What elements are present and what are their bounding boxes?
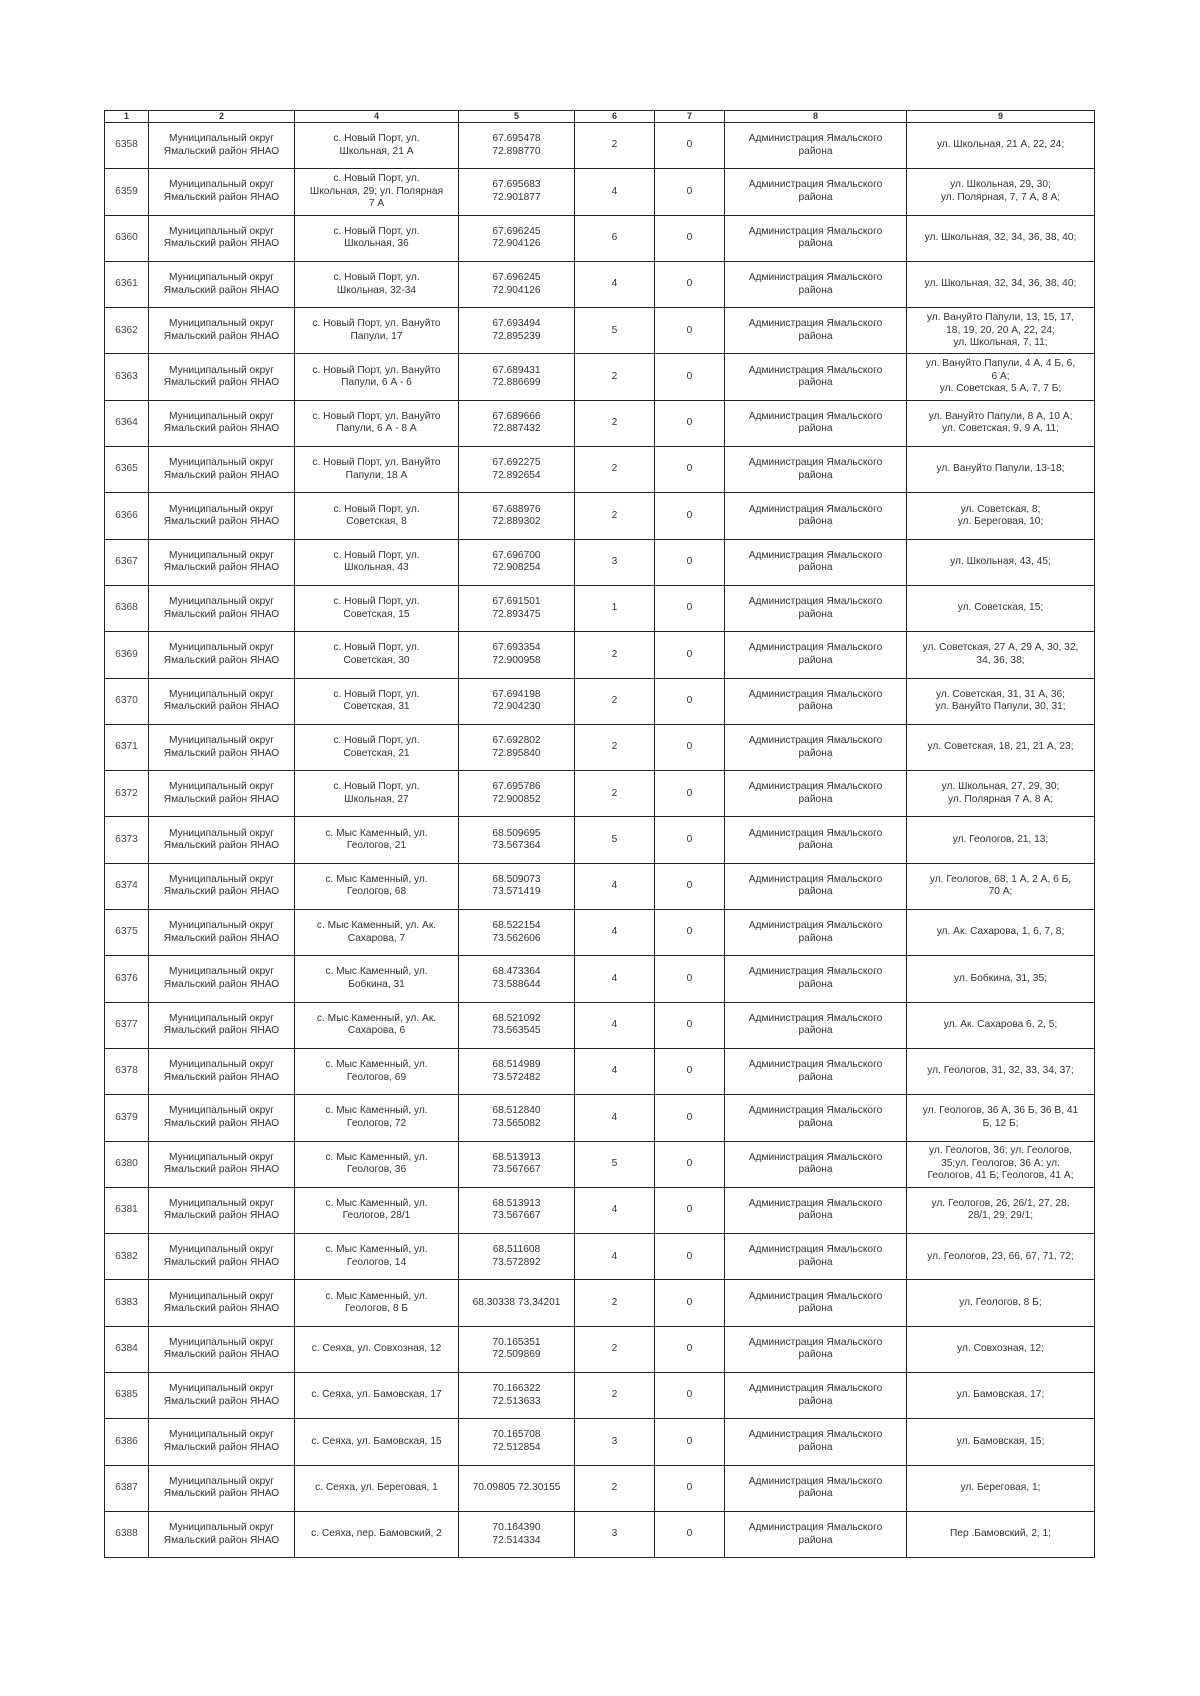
- row-id-cell: 6381: [105, 1187, 149, 1233]
- administration-cell: Администрация Ямальского района: [725, 1326, 907, 1372]
- zero-cell: 0: [655, 1280, 725, 1326]
- zero-cell: 0: [655, 1187, 725, 1233]
- table-row: [105, 539, 1095, 585]
- count-cell: 5: [575, 308, 655, 354]
- served-addresses-cell: Пер .Бамовский, 2, 1;: [907, 1511, 1095, 1557]
- zero-cell: 0: [655, 678, 725, 724]
- row-id-cell: 6380: [105, 1141, 149, 1187]
- table-row: [105, 400, 1095, 446]
- row-id-cell: 6372: [105, 771, 149, 817]
- table-row: [105, 1002, 1095, 1048]
- coordinates-cell: 70.09805 72.30155: [459, 1465, 575, 1511]
- count-cell: 4: [575, 910, 655, 956]
- row-id-cell: 6361: [105, 261, 149, 307]
- address-cell: с. Новый Порт, ул. Советская, 21: [295, 724, 459, 770]
- count-cell: 2: [575, 493, 655, 539]
- address-cell: с. Мыс Каменный, ул. Геологов, 14: [295, 1234, 459, 1280]
- served-addresses-cell: ул. Геологов, 23, 66, 67, 71, 72;: [907, 1234, 1095, 1280]
- served-addresses-cell: ул. Береговая, 1;: [907, 1465, 1095, 1511]
- row-id-cell: 6363: [105, 354, 149, 400]
- district-cell: Муниципальный округ Ямальский район ЯНАО: [149, 1187, 295, 1233]
- address-cell: с. Новый Порт, ул. Советская, 31: [295, 678, 459, 724]
- count-cell: 3: [575, 539, 655, 585]
- coordinates-cell: 68.511608 73.572892: [459, 1234, 575, 1280]
- table-row: [105, 863, 1095, 909]
- row-id-cell: 6383: [105, 1280, 149, 1326]
- address-cell: с. Новый Порт, ул. Школьная, 27: [295, 771, 459, 817]
- row-id-cell: 6370: [105, 678, 149, 724]
- served-addresses-cell: ул. Школьная, 21 А, 22, 24;: [907, 123, 1095, 169]
- row-id-cell: 6374: [105, 863, 149, 909]
- administration-cell: Администрация Ямальского района: [725, 817, 907, 863]
- zero-cell: 0: [655, 817, 725, 863]
- served-addresses-cell: ул. Советская, 15;: [907, 585, 1095, 631]
- address-cell: с. Мыс Каменный, ул. Геологов, 36: [295, 1141, 459, 1187]
- served-addresses-cell: ул. Советская, 27 А, 29 А, 30, 32, 34, 36, 38;: [907, 632, 1095, 678]
- coordinates-cell: 67.692802 72.895840: [459, 724, 575, 770]
- district-cell: Муниципальный округ Ямальский район ЯНАО: [149, 261, 295, 307]
- count-cell: 4: [575, 956, 655, 1002]
- count-cell: 4: [575, 1095, 655, 1141]
- zero-cell: 0: [655, 724, 725, 770]
- administration-cell: Администрация Ямальского района: [725, 261, 907, 307]
- count-cell: 4: [575, 261, 655, 307]
- column-header: 4: [295, 111, 459, 123]
- count-cell: 2: [575, 400, 655, 446]
- coordinates-cell: 67.693494 72.895239: [459, 308, 575, 354]
- address-cell: с. Сеяха, ул. Совхозная, 12: [295, 1326, 459, 1372]
- administration-cell: Администрация Ямальского района: [725, 1419, 907, 1465]
- coordinates-cell: 67.695683 72.901877: [459, 169, 575, 215]
- row-id-cell: 6366: [105, 493, 149, 539]
- zero-cell: 0: [655, 539, 725, 585]
- zero-cell: 0: [655, 585, 725, 631]
- column-header: 2: [149, 111, 295, 123]
- row-id-cell: 6378: [105, 1048, 149, 1094]
- address-cell: с. Новый Порт, ул. Школьная, 21 А: [295, 123, 459, 169]
- column-header: 9: [907, 111, 1095, 123]
- district-cell: Муниципальный округ Ямальский район ЯНАО: [149, 1511, 295, 1557]
- district-cell: Муниципальный округ Ямальский район ЯНАО: [149, 678, 295, 724]
- count-cell: 2: [575, 447, 655, 493]
- address-cell: с. Сеяха, ул. Бамовская, 17: [295, 1373, 459, 1419]
- administration-cell: Администрация Ямальского района: [725, 493, 907, 539]
- district-cell: Муниципальный округ Ямальский район ЯНАО: [149, 1465, 295, 1511]
- count-cell: 1: [575, 585, 655, 631]
- table-row: [105, 585, 1095, 631]
- row-id-cell: 6388: [105, 1511, 149, 1557]
- zero-cell: 0: [655, 771, 725, 817]
- address-cell: с. Новый Порт, ул. Вануйто Папули, 18 А: [295, 447, 459, 493]
- row-id-cell: 6371: [105, 724, 149, 770]
- address-cell: с. Новый Порт, ул. Вануйто Папули, 17: [295, 308, 459, 354]
- zero-cell: 0: [655, 1511, 725, 1557]
- count-cell: 4: [575, 1048, 655, 1094]
- address-cell: с. Мыс Каменный, ул. Геологов, 69: [295, 1048, 459, 1094]
- coordinates-cell: 67.689666 72.887432: [459, 400, 575, 446]
- table-row: [105, 1187, 1095, 1233]
- address-cell: с. Мыс Каменный, ул. Геологов, 68: [295, 863, 459, 909]
- zero-cell: 0: [655, 261, 725, 307]
- row-id-cell: 6379: [105, 1095, 149, 1141]
- table-row: [105, 1511, 1095, 1557]
- zero-cell: 0: [655, 632, 725, 678]
- zero-cell: 0: [655, 863, 725, 909]
- address-cell: с. Новый Порт, ул. Вануйто Папули, 6 А - 6: [295, 354, 459, 400]
- zero-cell: 0: [655, 123, 725, 169]
- served-addresses-cell: ул. Вануйто Папули, 13-18;: [907, 447, 1095, 493]
- count-cell: 5: [575, 1141, 655, 1187]
- administration-cell: Администрация Ямальского района: [725, 215, 907, 261]
- district-cell: Муниципальный округ Ямальский район ЯНАО: [149, 632, 295, 678]
- district-cell: Муниципальный округ Ямальский район ЯНАО: [149, 400, 295, 446]
- count-cell: 6: [575, 215, 655, 261]
- served-addresses-cell: ул. Школьная, 32, 34, 36, 38, 40;: [907, 215, 1095, 261]
- table-row: [105, 447, 1095, 493]
- row-id-cell: 6376: [105, 956, 149, 1002]
- coordinates-cell: 70.165351 72.509869: [459, 1326, 575, 1372]
- table-row: [105, 1326, 1095, 1372]
- header-row: [105, 111, 1095, 123]
- zero-cell: 0: [655, 1465, 725, 1511]
- coordinates-cell: 67.696245 72.904126: [459, 261, 575, 307]
- address-cell: с. Сеяха, ул. Береговая, 1: [295, 1465, 459, 1511]
- administration-cell: Администрация Ямальского района: [725, 447, 907, 493]
- district-cell: Муниципальный округ Ямальский район ЯНАО: [149, 308, 295, 354]
- administration-cell: Администрация Ямальского района: [725, 1048, 907, 1094]
- table-body: [105, 123, 1095, 1558]
- coordinates-cell: 70.164390 72.514334: [459, 1511, 575, 1557]
- zero-cell: 0: [655, 1095, 725, 1141]
- row-id-cell: 6369: [105, 632, 149, 678]
- coordinates-cell: 68.522154 73.562606: [459, 910, 575, 956]
- table-row: [105, 1234, 1095, 1280]
- zero-cell: 0: [655, 308, 725, 354]
- address-cell: с. Мыс Каменный, ул. Ак. Сахарова, 6: [295, 1002, 459, 1048]
- coordinates-cell: 68.512840 73.565082: [459, 1095, 575, 1141]
- coordinates-cell: 67.692275 72.892654: [459, 447, 575, 493]
- district-cell: Муниципальный округ Ямальский район ЯНАО: [149, 215, 295, 261]
- row-id-cell: 6365: [105, 447, 149, 493]
- coordinates-cell: 67.689431 72.886699: [459, 354, 575, 400]
- data-table: [104, 110, 1095, 1558]
- district-cell: Муниципальный округ Ямальский район ЯНАО: [149, 123, 295, 169]
- table-row: [105, 910, 1095, 956]
- row-id-cell: 6364: [105, 400, 149, 446]
- coordinates-cell: 68.513913 73.567667: [459, 1187, 575, 1233]
- zero-cell: 0: [655, 354, 725, 400]
- administration-cell: Администрация Ямальского района: [725, 1511, 907, 1557]
- coordinates-cell: 68.513913 73.567667: [459, 1141, 575, 1187]
- table-row: [105, 1095, 1095, 1141]
- coordinates-cell: 68.514989 73.572482: [459, 1048, 575, 1094]
- administration-cell: Администрация Ямальского района: [725, 308, 907, 354]
- address-cell: с. Новый Порт, ул. Вануйто Папули, 6 А - 8 А: [295, 400, 459, 446]
- row-id-cell: 6384: [105, 1326, 149, 1372]
- administration-cell: Администрация Ямальского района: [725, 1234, 907, 1280]
- served-addresses-cell: ул. Ак. Сахарова, 1, 6, 7, 8;: [907, 910, 1095, 956]
- table-row: [105, 771, 1095, 817]
- district-cell: Муниципальный округ Ямальский район ЯНАО: [149, 1373, 295, 1419]
- coordinates-cell: 70.165708 72.512854: [459, 1419, 575, 1465]
- address-cell: с. Новый Порт, ул. Советская, 15: [295, 585, 459, 631]
- table-row: [105, 1141, 1095, 1187]
- administration-cell: Администрация Ямальского района: [725, 1141, 907, 1187]
- table-row: [105, 261, 1095, 307]
- district-cell: Муниципальный округ Ямальский район ЯНАО: [149, 354, 295, 400]
- count-cell: 2: [575, 123, 655, 169]
- coordinates-cell: 67.695786 72.900852: [459, 771, 575, 817]
- zero-cell: 0: [655, 447, 725, 493]
- count-cell: 4: [575, 1002, 655, 1048]
- row-id-cell: 6385: [105, 1373, 149, 1419]
- served-addresses-cell: ул. Вануйто Папули, 4 А, 4 Б, 6, 6 А; ул. Советская, 5 А, 7, 7 Б;: [907, 354, 1095, 400]
- column-header: 7: [655, 111, 725, 123]
- count-cell: 4: [575, 863, 655, 909]
- column-header: 6: [575, 111, 655, 123]
- address-cell: с. Новый Порт, ул. Школьная, 43: [295, 539, 459, 585]
- coordinates-cell: 67.691501 72.893475: [459, 585, 575, 631]
- district-cell: Муниципальный округ Ямальский район ЯНАО: [149, 539, 295, 585]
- address-cell: с. Новый Порт, ул. Советская, 8: [295, 493, 459, 539]
- count-cell: 2: [575, 724, 655, 770]
- zero-cell: 0: [655, 1419, 725, 1465]
- served-addresses-cell: ул. Школьная, 32, 34, 36, 38, 40;: [907, 261, 1095, 307]
- count-cell: 4: [575, 169, 655, 215]
- administration-cell: Администрация Ямальского района: [725, 1187, 907, 1233]
- administration-cell: Администрация Ямальского района: [725, 1002, 907, 1048]
- coordinates-cell: 68.473364 73.588644: [459, 956, 575, 1002]
- district-cell: Муниципальный округ Ямальский район ЯНАО: [149, 1419, 295, 1465]
- district-cell: Муниципальный округ Ямальский район ЯНАО: [149, 910, 295, 956]
- address-cell: с. Мыс Каменный, ул. Бобкина, 31: [295, 956, 459, 1002]
- administration-cell: Администрация Ямальского района: [725, 585, 907, 631]
- district-cell: Муниципальный округ Ямальский район ЯНАО: [149, 1141, 295, 1187]
- column-header: 1: [105, 111, 149, 123]
- administration-cell: Администрация Ямальского района: [725, 863, 907, 909]
- zero-cell: 0: [655, 1234, 725, 1280]
- district-cell: Муниципальный округ Ямальский район ЯНАО: [149, 1234, 295, 1280]
- served-addresses-cell: ул. Геологов, 31, 32, 33, 34, 37;: [907, 1048, 1095, 1094]
- address-cell: с. Новый Порт, ул. Советская, 30: [295, 632, 459, 678]
- zero-cell: 0: [655, 1141, 725, 1187]
- administration-cell: Администрация Ямальского района: [725, 539, 907, 585]
- table-row: [105, 817, 1095, 863]
- address-cell: с. Мыс Каменный, ул. Геологов, 28/1: [295, 1187, 459, 1233]
- served-addresses-cell: ул. Геологов, 68, 1 А, 2 А, 6 Б, 70 А;: [907, 863, 1095, 909]
- count-cell: 4: [575, 1187, 655, 1233]
- coordinates-cell: 68.509695 73.567364: [459, 817, 575, 863]
- count-cell: 2: [575, 1373, 655, 1419]
- coordinates-cell: 68.521092 73.563545: [459, 1002, 575, 1048]
- zero-cell: 0: [655, 493, 725, 539]
- address-cell: с. Сеяха, пер. Бамовский, 2: [295, 1511, 459, 1557]
- administration-cell: Администрация Ямальского района: [725, 910, 907, 956]
- column-header: 5: [459, 111, 575, 123]
- count-cell: 3: [575, 1511, 655, 1557]
- table-row: [105, 1048, 1095, 1094]
- district-cell: Муниципальный округ Ямальский район ЯНАО: [149, 771, 295, 817]
- address-cell: с. Мыс Каменный, ул. Геологов, 72: [295, 1095, 459, 1141]
- administration-cell: Администрация Ямальского района: [725, 956, 907, 1002]
- count-cell: 2: [575, 1326, 655, 1372]
- address-cell: с. Новый Порт, ул. Школьная, 36: [295, 215, 459, 261]
- district-cell: Муниципальный округ Ямальский район ЯНАО: [149, 493, 295, 539]
- address-cell: с. Мыс Каменный, ул. Геологов, 8 Б: [295, 1280, 459, 1326]
- administration-cell: Администрация Ямальского района: [725, 771, 907, 817]
- table-row: [105, 632, 1095, 678]
- count-cell: 2: [575, 1465, 655, 1511]
- count-cell: 4: [575, 1234, 655, 1280]
- zero-cell: 0: [655, 1326, 725, 1372]
- table-row: [105, 354, 1095, 400]
- zero-cell: 0: [655, 956, 725, 1002]
- district-cell: Муниципальный округ Ямальский район ЯНАО: [149, 447, 295, 493]
- table-row: [105, 1465, 1095, 1511]
- served-addresses-cell: ул. Геологов, 36; ул. Геологов, 35;ул. Геологов, 36 А; ул. Геологов, 41 Б; Геологов, 41 А;: [907, 1141, 1095, 1187]
- served-addresses-cell: ул. Геологов, 26, 26/1, 27, 28, 28/1, 29, 29/1;: [907, 1187, 1095, 1233]
- administration-cell: Администрация Ямальского района: [725, 632, 907, 678]
- zero-cell: 0: [655, 215, 725, 261]
- coordinates-cell: 67.688976 72.889302: [459, 493, 575, 539]
- address-cell: с. Мыс Каменный, ул. Геологов, 21: [295, 817, 459, 863]
- served-addresses-cell: ул. Бобкина, 31, 35;: [907, 956, 1095, 1002]
- table-row: [105, 493, 1095, 539]
- count-cell: 2: [575, 1280, 655, 1326]
- served-addresses-cell: ул. Геологов, 8 Б;: [907, 1280, 1095, 1326]
- served-addresses-cell: ул. Ак. Сахарова 6, 2, 5;: [907, 1002, 1095, 1048]
- row-id-cell: 6382: [105, 1234, 149, 1280]
- address-cell: с. Новый Порт, ул. Школьная, 32-34: [295, 261, 459, 307]
- table-row: [105, 724, 1095, 770]
- row-id-cell: 6362: [105, 308, 149, 354]
- row-id-cell: 6375: [105, 910, 149, 956]
- served-addresses-cell: ул. Геологов, 36 А, 36 Б, 36 В, 41 Б, 12 Б;: [907, 1095, 1095, 1141]
- count-cell: 2: [575, 678, 655, 724]
- coordinates-cell: 68.30338 73.34201: [459, 1280, 575, 1326]
- served-addresses-cell: ул. Школьная, 43, 45;: [907, 539, 1095, 585]
- administration-cell: Администрация Ямальского района: [725, 123, 907, 169]
- coordinates-cell: 67.695478 72.898770: [459, 123, 575, 169]
- row-id-cell: 6359: [105, 169, 149, 215]
- zero-cell: 0: [655, 400, 725, 446]
- table-row: [105, 1373, 1095, 1419]
- row-id-cell: 6387: [105, 1465, 149, 1511]
- served-addresses-cell: ул. Вануйто Папули, 13, 15, 17, 18, 19, 20, 20 А, 22, 24; ул. Школьная, 7, 11;: [907, 308, 1095, 354]
- address-cell: с. Мыс Каменный, ул. Ак. Сахарова, 7: [295, 910, 459, 956]
- zero-cell: 0: [655, 1048, 725, 1094]
- served-addresses-cell: ул. Бамовская, 15;: [907, 1419, 1095, 1465]
- coordinates-cell: 70.166322 72.513633: [459, 1373, 575, 1419]
- administration-cell: Администрация Ямальского района: [725, 1280, 907, 1326]
- served-addresses-cell: ул. Советская, 18, 21, 21 А, 23;: [907, 724, 1095, 770]
- served-addresses-cell: ул. Бамовская, 17;: [907, 1373, 1095, 1419]
- count-cell: 3: [575, 1419, 655, 1465]
- coordinates-cell: 68.509073 73.571419: [459, 863, 575, 909]
- coordinates-cell: 67.696245 72.904126: [459, 215, 575, 261]
- row-id-cell: 6367: [105, 539, 149, 585]
- administration-cell: Администрация Ямальского района: [725, 724, 907, 770]
- zero-cell: 0: [655, 1002, 725, 1048]
- served-addresses-cell: ул. Советская, 31, 31 А, 36; ул. Вануйто Папули, 30, 31;: [907, 678, 1095, 724]
- district-cell: Муниципальный округ Ямальский район ЯНАО: [149, 1280, 295, 1326]
- table-row: [105, 169, 1095, 215]
- row-id-cell: 6386: [105, 1419, 149, 1465]
- column-header: 8: [725, 111, 907, 123]
- district-cell: Муниципальный округ Ямальский район ЯНАО: [149, 169, 295, 215]
- table-row: [105, 1280, 1095, 1326]
- administration-cell: Администрация Ямальского района: [725, 1095, 907, 1141]
- administration-cell: Администрация Ямальского района: [725, 169, 907, 215]
- zero-cell: 0: [655, 1373, 725, 1419]
- coordinates-cell: 67.694198 72.904230: [459, 678, 575, 724]
- served-addresses-cell: ул. Советская, 8; ул. Береговая, 10;: [907, 493, 1095, 539]
- served-addresses-cell: ул. Геологов, 21, 13;: [907, 817, 1095, 863]
- administration-cell: Администрация Ямальского района: [725, 1465, 907, 1511]
- table-row: [105, 1419, 1095, 1465]
- address-cell: с. Новый Порт, ул. Школьная, 29; ул. Полярная 7 А: [295, 169, 459, 215]
- table-row: [105, 215, 1095, 261]
- administration-cell: Администрация Ямальского района: [725, 354, 907, 400]
- row-id-cell: 6358: [105, 123, 149, 169]
- table-header: [105, 111, 1095, 123]
- served-addresses-cell: ул. Вануйто Папули, 8 А, 10 А; ул. Советская, 9, 9 А, 11;: [907, 400, 1095, 446]
- district-cell: Муниципальный округ Ямальский район ЯНАО: [149, 1048, 295, 1094]
- table-row: [105, 956, 1095, 1002]
- address-cell: с. Сеяха, ул. Бамовская, 15: [295, 1419, 459, 1465]
- district-cell: Муниципальный округ Ямальский район ЯНАО: [149, 956, 295, 1002]
- coordinates-cell: 67.693354 72.900958: [459, 632, 575, 678]
- row-id-cell: 6373: [105, 817, 149, 863]
- served-addresses-cell: ул. Школьная, 27, 29, 30; ул. Полярная 7 А, 8 А;: [907, 771, 1095, 817]
- table-row: [105, 123, 1095, 169]
- district-cell: Муниципальный округ Ямальский район ЯНАО: [149, 1326, 295, 1372]
- coordinates-cell: 67.696700 72.908254: [459, 539, 575, 585]
- row-id-cell: 6368: [105, 585, 149, 631]
- zero-cell: 0: [655, 910, 725, 956]
- served-addresses-cell: ул. Школьная, 29, 30; ул. Полярная, 7, 7 А, 8 А;: [907, 169, 1095, 215]
- district-cell: Муниципальный округ Ямальский район ЯНАО: [149, 1002, 295, 1048]
- count-cell: 2: [575, 632, 655, 678]
- administration-cell: Администрация Ямальского района: [725, 678, 907, 724]
- district-cell: Муниципальный округ Ямальский район ЯНАО: [149, 585, 295, 631]
- administration-cell: Администрация Ямальского района: [725, 400, 907, 446]
- administration-cell: Администрация Ямальского района: [725, 1373, 907, 1419]
- served-addresses-cell: ул. Совхозная, 12;: [907, 1326, 1095, 1372]
- table-row: [105, 678, 1095, 724]
- count-cell: 2: [575, 771, 655, 817]
- table-row: [105, 308, 1095, 354]
- zero-cell: 0: [655, 169, 725, 215]
- district-cell: Муниципальный округ Ямальский район ЯНАО: [149, 817, 295, 863]
- row-id-cell: 6377: [105, 1002, 149, 1048]
- count-cell: 2: [575, 354, 655, 400]
- district-cell: Муниципальный округ Ямальский район ЯНАО: [149, 724, 295, 770]
- count-cell: 5: [575, 817, 655, 863]
- row-id-cell: 6360: [105, 215, 149, 261]
- district-cell: Муниципальный округ Ямальский район ЯНАО: [149, 863, 295, 909]
- district-cell: Муниципальный округ Ямальский район ЯНАО: [149, 1095, 295, 1141]
